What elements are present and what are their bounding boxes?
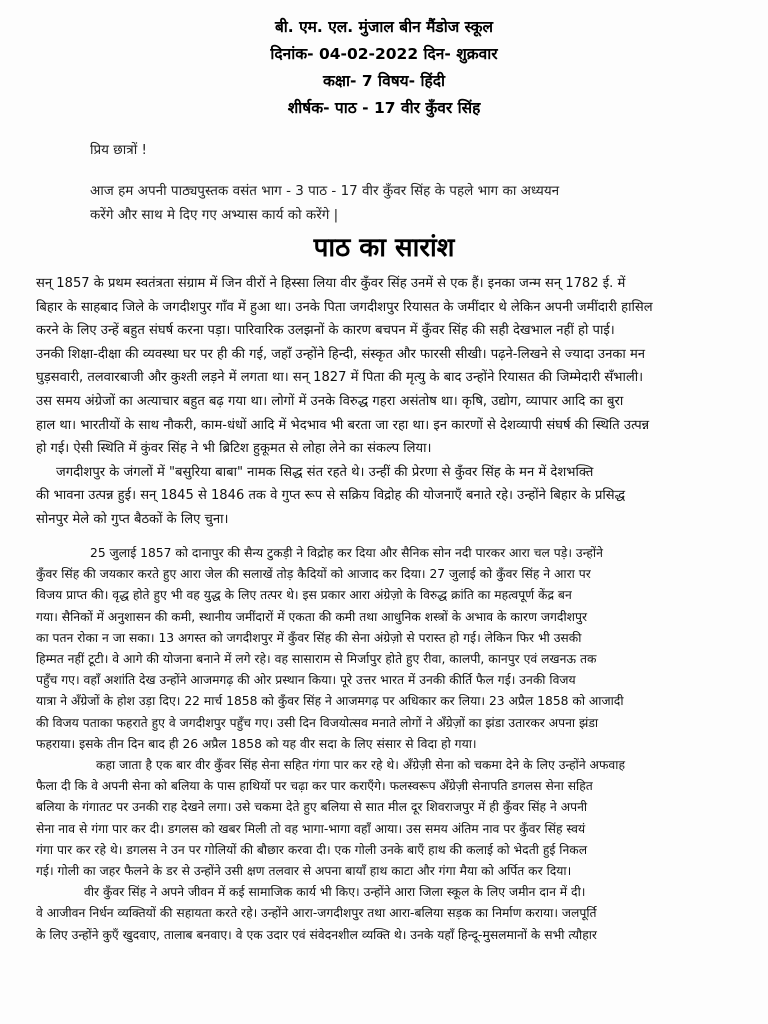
document-header — [0, 14, 768, 122]
text-line: पहुँच गए। वहाँ अशांति देख उन्होंने आजमगढ़ की ओर प्रस्थान किया। पूरे उत्तर भारत में उनकी कीर्ति फैल गई। उनकी विजय — [36, 673, 576, 688]
text-line: फैला दी कि वे अपनी सेना को बलिया के पास हाथियों पर चढ़ा कर पार कराएँगे। फलस्वरूप अँग्रेज़ी सेनापति डगलस सेना सहित — [36, 779, 593, 794]
text-line: गई। गोली का जहर फैलने के डर से उन्होंने उसी क्षण तलवार से अपना बायाँ हाथ काटा और गंगा मैया को अर्पित कर दिया। — [36, 864, 572, 879]
text-line: कहा जाता है एक बार वीर कुँवर सिंह सेना सहित गंगा पार कर रहे थे। अँग्रेज़ी सेना को चकमा देने के लिए उन्होंने अफवाह — [96, 758, 625, 773]
text-line: की विजय पताका फहराते हुए वे जगदीशपुर पहुँच गए। उसी दिन विजयोत्सव मनाते लोगों ने अँग्रेज़ों का झंडा उतारकर अपना झंडा — [36, 715, 599, 730]
text-line: हिम्मत नहीं टूटी। वे आगे की योजना बनाने में लगे रहे। वह सासाराम से मिर्जापुर होते हुए रीवा, कालपी, कानपुर एवं लखनऊ तक — [36, 652, 597, 667]
text-line: यात्रा ने अँग्रेजों के होश उड़ा दिए। 22 मार्च 1858 को कुँवर सिंह ने आजमगढ़ पर अधिकार कर लिया। 23 अप्रैल 1858 को आजादी — [36, 694, 624, 709]
text-line: घुड़सवारी, तलवारबाजी और कुश्ती लड़ने में लगता था। सन् 1827 में पिता की मृत्यु के बाद उन्होंने रियासत की जिम्मेदारी सँभाली। — [36, 370, 644, 386]
text-line: विजय प्राप्त की। वृद्ध होते हुए भी वह युद्ध के लिए तत्पर थे। इस प्रकार आरा अंग्रेज़ो के विरुद्ध क्रांति का महत्वपूर्ण केंद्र बन — [36, 588, 572, 603]
text-line: करने के लिए उन्हें बहुत संघर्ष करना पड़ा। पारिवारिक उलझनों के कारण बचपन में कुँवर सिंह की सही देखभाल नहीं हो पाई। — [36, 323, 615, 339]
text-line: जगदीशपुर के जंगलों में "बसुरिया बाबा" नामक सिद्ध संत रहते थे। उन्हीं की प्रेरणा से कुँवर सिंह के मन में देशभक्ति — [56, 464, 594, 480]
text-line: गंगा पार कर रहे थे। डगलस ने उन पर गोलियों की बौछार करवा दी। एक गोली उनके बाएँ हाथ की कलाई को भेदती हुई निकल — [36, 842, 588, 857]
text-line: गया। सैनिकों में अनुशासन की कमी, स्थानीय जमींदारों में एकता की कमी तथा आधुनिक शस्त्रों के अभाव के कारण जगदीशपुर — [36, 609, 588, 624]
intro-line: आज हम अपनी पाठ्यपुस्तक वसंत भाग - 3 पाठ - 17 वीर कुँवर सिंह के पहले भाग का अध्ययन — [90, 183, 560, 199]
text-line: उस समय अंग्रेजों का अत्याचार बहुत बढ़ गया था। लोगों में उनके विरुद्ध गहरा असंतोष था। कृषि, उद्योग, व्यापार आदि का बुरा — [36, 393, 624, 409]
text-line: उनकी शिक्षा-दीक्षा की व्यवस्था घर पर ही की गई, जहाँ उन्होंने हिन्दी, संस्कृत और फारसी सीखी। पढ़ने-लिखने से ज्यादा उनका मन — [36, 346, 646, 362]
text-line: कुँवर सिंह की जयकार करते हुए आरा जेल की सलाखें तोड़ कैदियों को आजाद कर दिया। 27 जुलाई को कुँवर सिंह ने आरा पर — [36, 567, 591, 582]
summary-block-1 — [36, 272, 736, 532]
lesson-title: शीर्षक- पाठ - 17 वीर कुँवर सिंह — [287, 99, 481, 117]
summary-block-2 — [36, 543, 736, 946]
intro-line: करेंगे और साथ मे दिए गए अभ्यास कार्य को करेंगे | — [90, 207, 339, 223]
text-line: फहराया। इसके तीन दिन बाद ही 26 अप्रैल 1858 को यह वीर सदा के लिए संसार से विदा हो गया। — [36, 736, 477, 751]
text-line: सन् 1857 के प्रथम स्वतंत्रता संग्राम में जिन वीरों ने हिस्सा लिया वीर कुँवर सिंह उनमें से एक हैं। इनका जन्म सन् 1782 ई. में — [36, 276, 626, 291]
school-name: बी. एम. एल. मुंजाल बीन मैंडोज स्कूल — [274, 18, 494, 36]
text-line: सोनपुर मेले को गुप्त बैठकों के लिए चुना। — [36, 511, 229, 527]
intro-paragraph — [90, 179, 730, 227]
class-subject-line: कक्षा- 7 विषय- हिंदी — [323, 72, 445, 90]
greeting: प्रिय छात्रों ! — [90, 142, 147, 158]
date-day-line: दिनांक- 04-02-2022 दिन- शुक्रवार — [270, 45, 498, 63]
section-heading: पाठ का सारांश — [313, 233, 455, 263]
text-line: हो गई। ऐसी स्थिति में कुंवर सिंह ने भी ब्रिटिश हुकूमत से लोहा लेने का संकल्प लिया। — [36, 441, 432, 457]
text-line: 25 जुलाई 1857 को दानापुर की सैन्य टुकड़ी ने विद्रोह कर दिया और सैनिक सोन नदी पारकर आरा चल पड़े। उन्होंने — [90, 546, 603, 560]
text-line: हाल था। भारतीयों के साथ नौकरी, काम-धंधों आदि में भेदभाव भी बरता जा रहा था। इन कारणों से देशव्यापी संघर्ष की स्थिति उत्पन्न — [36, 417, 650, 433]
text-line: वीर कुँवर सिंह ने अपने जीवन में कई सामाजिक कार्य भी किए। उन्होंने आरा जिला स्कूल के लिए जमीन दान में दी। — [84, 885, 586, 900]
text-line: वे आजीवन निर्धन व्यक्तियों की सहायता करते रहे। उन्होंने आरा-जगदीशपुर तथा आरा-बलिया सड़क का निर्माण कराया। जलपूर्ति — [36, 906, 597, 921]
text-line: की भावना उत्पन्न हुई। सन् 1845 से 1846 तक वे गुप्त रूप से सक्रिय विद्रोह की योजनाएँ बनाते रहे। उन्होंने बिहार के प्रसिद्ध — [36, 488, 626, 504]
text-line: का पतन रोका न जा सका। 13 अगस्त को जगदीशपुर में कुँवर सिंह की सेना अंग्रेज़ो से परास्त हो गई। लेकिन फिर भी उसकी — [36, 630, 582, 645]
text-line: बिहार के साहबाद जिले के जगदीशपुर गाँव में हुआ था। उनके पिता जगदीशपुर रियासत के जमींदार थे लेकिन अपनी जमींदारी हासिल — [36, 299, 653, 315]
text-line: बलिया के गंगातट पर उनकी राह देखने लगा। उसे चकमा देते हुए बलिया से सात मील दूर शिवराजपुर में ही कुँवर सिंह ने अपनी — [36, 800, 588, 815]
text-line: के लिए उन्होंने कुएँ खुदवाए, तालाब बनवाए। वे एक उदार एवं संवेदनशील व्यक्ति थे। उनके यहाँ हिन्दू-मुसलमानों के सभी त्यौहार — [36, 927, 597, 942]
text-line: सेना नाव से गंगा पार कर दी। डगलस को खबर मिली तो वह भागा-भागा वहाँ आया। उस समय अंतिम नाव पर कुँवर सिंह स्वयं — [36, 821, 586, 836]
